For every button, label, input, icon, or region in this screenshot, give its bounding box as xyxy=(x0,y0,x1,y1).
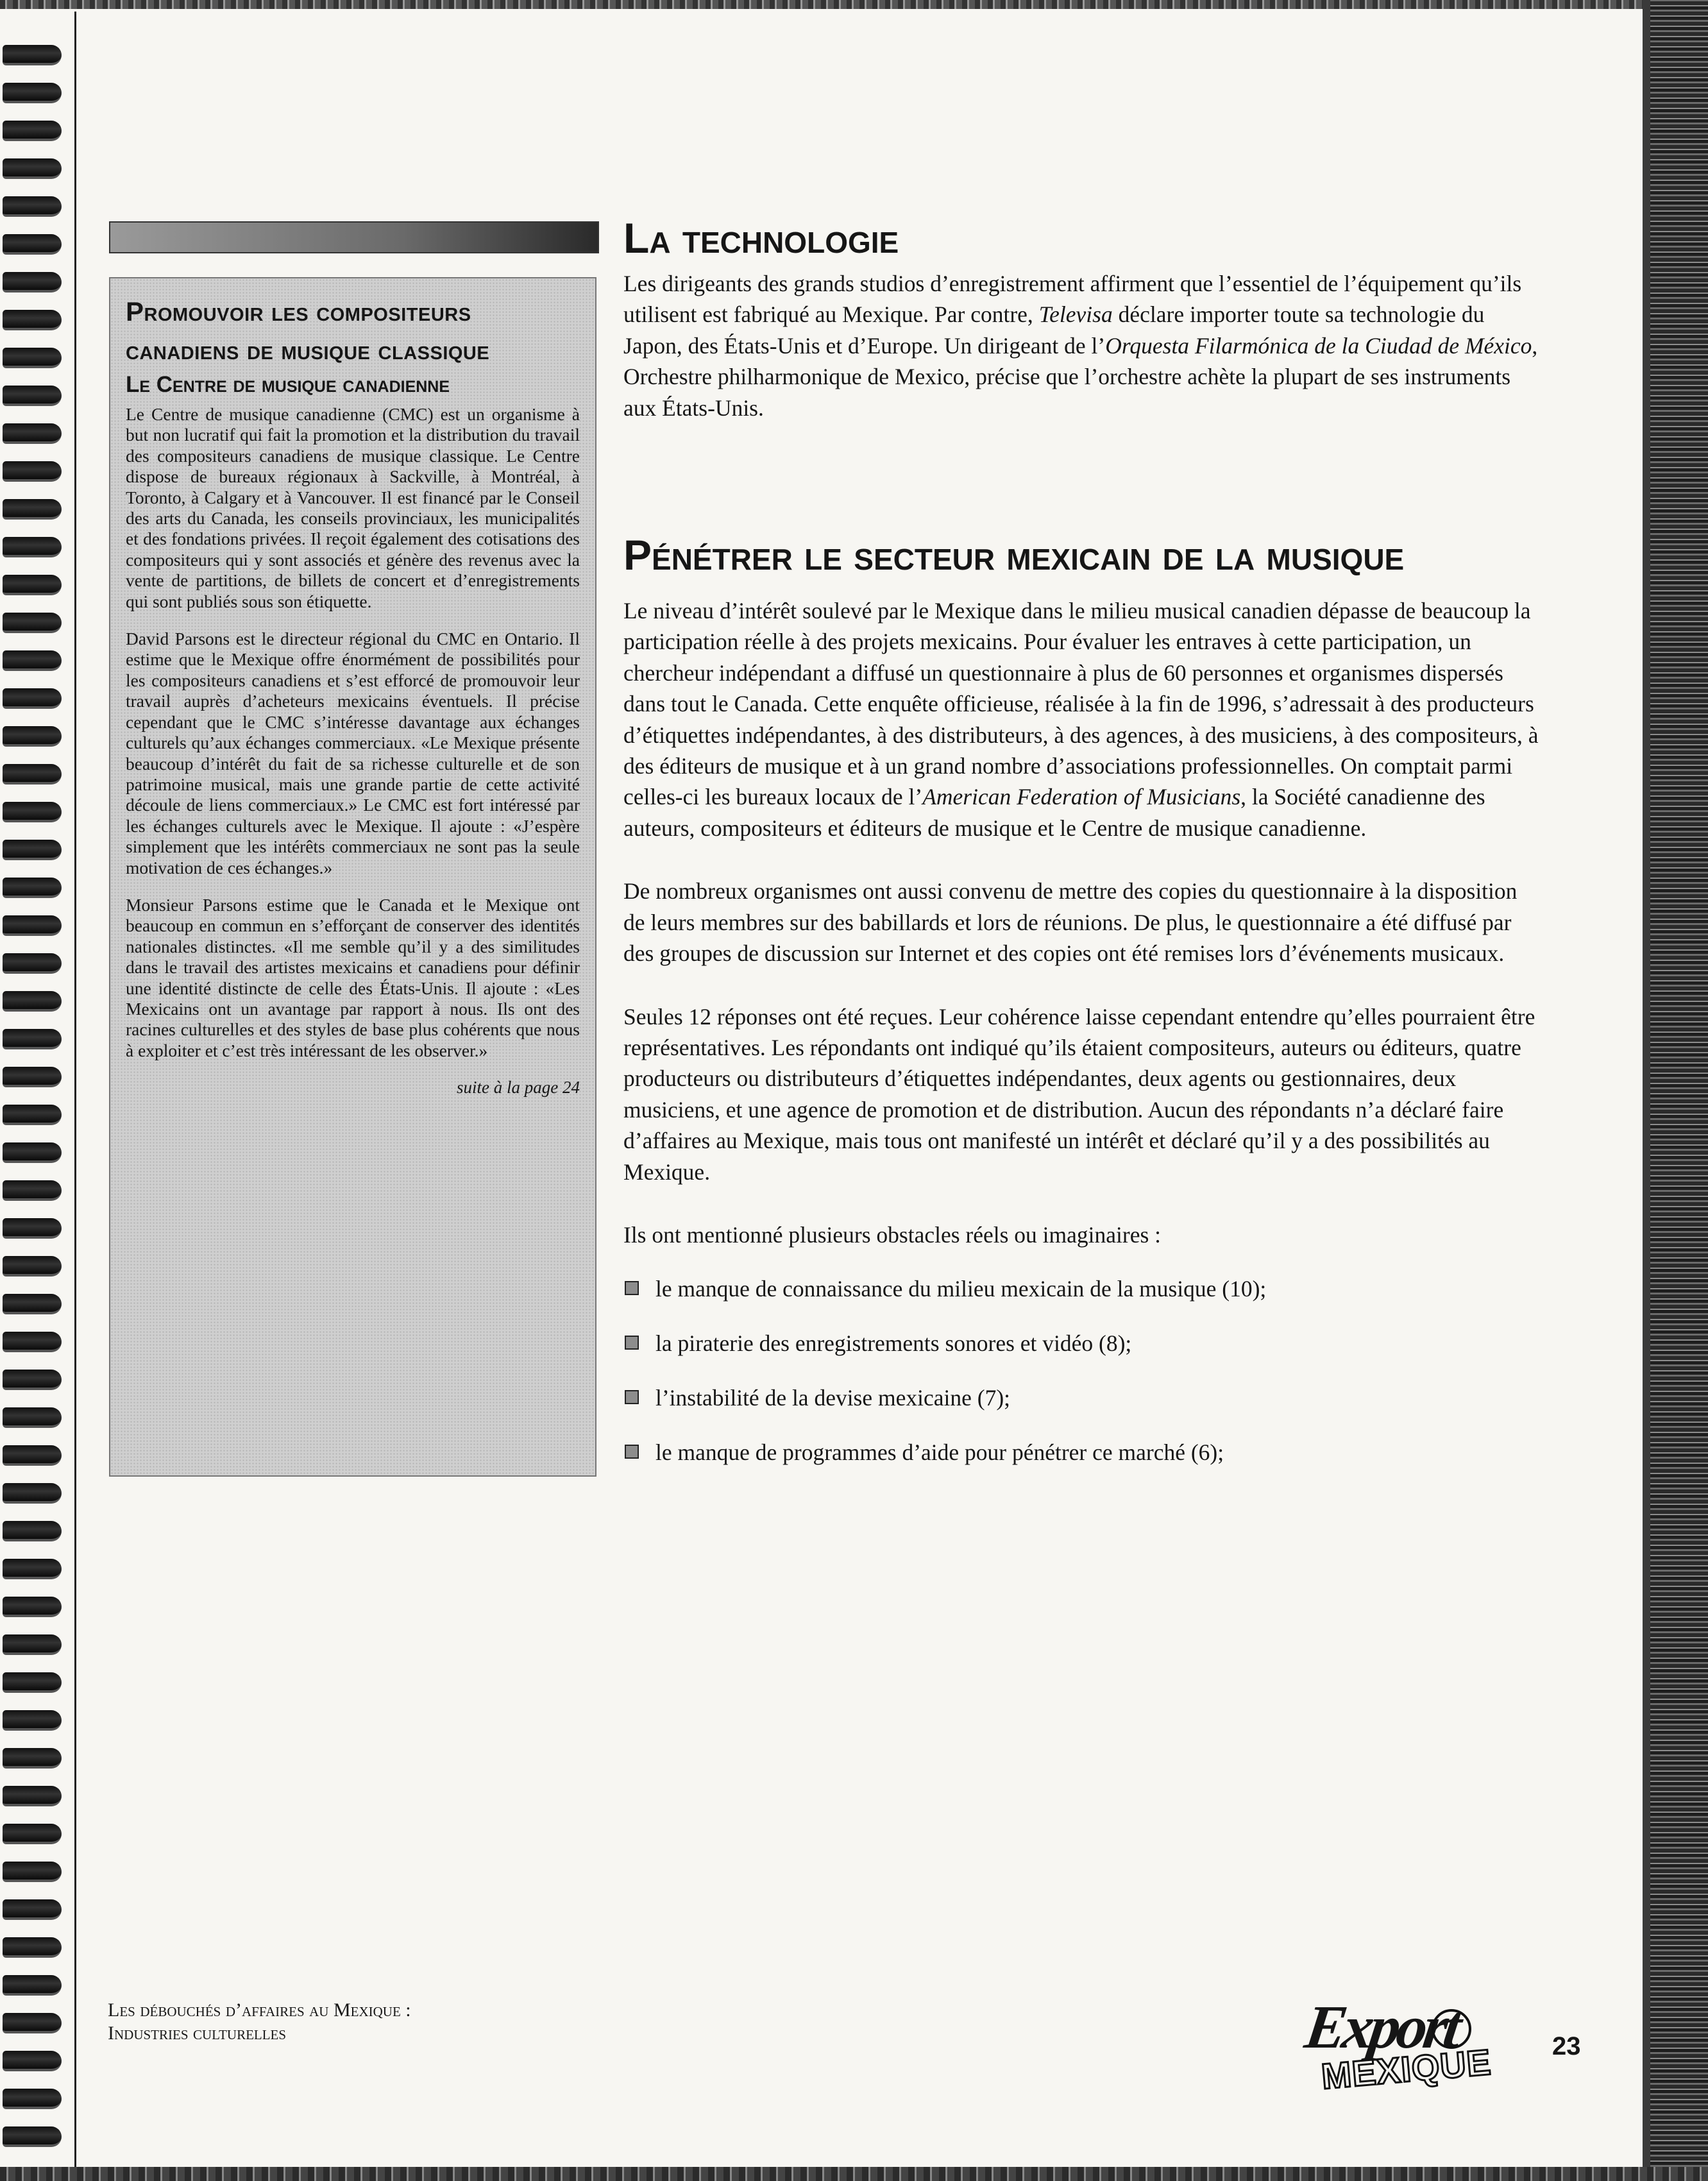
binding-ring xyxy=(3,45,62,65)
binding-ring xyxy=(3,726,62,747)
binding-ring xyxy=(3,234,62,255)
binding-ring xyxy=(3,1332,62,1352)
binding-ring xyxy=(3,1180,62,1201)
text-run-italic: Orquesta Filarmónica de la Ciudad de México xyxy=(1105,332,1532,359)
square-bullet-icon xyxy=(625,1445,639,1459)
binding-ring xyxy=(3,1370,62,1390)
binding-ring xyxy=(3,1407,62,1428)
binding-ring xyxy=(3,2089,62,2109)
binding-ring xyxy=(3,1521,62,1541)
binding-ring xyxy=(3,1975,62,1996)
sidebar-header-bar xyxy=(109,221,599,253)
binding-ring xyxy=(3,348,62,368)
binding-ring xyxy=(3,953,62,974)
scan-border-right xyxy=(1650,0,1708,2181)
binding-ring xyxy=(3,310,62,330)
binding-ring xyxy=(3,575,62,595)
paragraph-technology xyxy=(623,268,1541,423)
binding-ring xyxy=(3,1786,62,1806)
binding-ring xyxy=(3,1105,62,1125)
footer-publication-title xyxy=(108,1999,411,2045)
text-run: , Orchestre philharmonique de Mexico, précise que l’orchestre achète la plupart de ses instruments aux États-Unis. xyxy=(623,332,1538,421)
binding-ring xyxy=(3,1218,62,1239)
binding-ring xyxy=(3,1256,62,1277)
binding-ring xyxy=(3,158,62,179)
list-item xyxy=(623,1437,1541,1468)
binding-ring xyxy=(3,1559,62,1579)
list-item xyxy=(623,1273,1541,1304)
binding-ring xyxy=(3,1634,62,1655)
heading-market: Pénétrer le secteur mexicain de la musique xyxy=(623,531,1405,579)
page-binding-edge xyxy=(74,12,76,2167)
scan-border-top xyxy=(0,0,1708,9)
list-item-text: le manque de connaissance du milieu mexicain de la musique (10); xyxy=(655,1276,1267,1302)
binding-ring xyxy=(3,1899,62,1920)
binding-ring xyxy=(3,2126,62,2147)
binding-ring xyxy=(3,1672,62,1693)
binding-ring xyxy=(3,83,62,103)
text-run: Les dirigeants des grands studios d’enregistrement affirment que l’essentiel de l’équipement qu’ils utilisent est fabriqué au Mexique. Par contre, xyxy=(623,271,1522,328)
sidebar-paragraph: Le Centre de musique canadienne (CMC) est un organisme à but non lucratif qui fait la promotion et la distribution du travail des compositeurs canadiens de musique classique. Le Centre dispose de bureaux régionaux à Sackville, à Montréal, à Toronto, à Calgary et à Vancouver. Il est financé par le Conseil des arts du Canada, les conseils provinciaux, les municipalités et des fondations privées. Il reçoit également des cotisations des compositeurs qui y sont associés et génère des revenus avec la vente de partitions, de billets de concert et d’enregistrements qui sont publiés sous son étiquette. xyxy=(126,404,580,611)
binding-ring xyxy=(3,1294,62,1314)
paragraph-copies: De nombreux organismes ont aussi convenu de mettre des copies du questionnaire à la disposition de leurs membres sur des babillards et lors de réunions. De plus, le questionnaire a été diffusé par des groupes de discussion sur Internet et des copies ont été remises lors d’événements musicaux. xyxy=(623,878,1518,967)
obstacles-list xyxy=(623,1273,1541,1468)
binding-ring xyxy=(3,915,62,936)
binding-ring xyxy=(3,1597,62,1617)
sidebar-subtitle: Le Centre de musique canadienne xyxy=(126,372,450,397)
footer-line-1: Les débouchés d’affaires au Mexique : xyxy=(108,1999,411,2021)
binding-ring xyxy=(3,1067,62,1087)
logo-script-text: Export xyxy=(1301,1992,1462,2061)
binding-ring xyxy=(3,1445,62,1466)
text-run: Le niveau d’intérêt soulevé par le Mexique dans le milieu musical canadien dépasse de beaucoup la participation réelle à des projets mexicains. Pour évaluer les entraves à cette participation, un chercheur indépendant a diffusé un questionnaire à plus de 60 personnes et organismes dispersés dans tout le Canada. Cette enquête officieuse, réalisée à la fin de 1996, s’adressait à des producteurs d’étiquettes indépendantes, à des distributeurs, à des agences, à des musiciens, à des compositeurs, à des éditeurs de musique et à un grand nombre d’associations professionnelles. On comptait parmi celles-ci les bureaux locaux de l’ xyxy=(623,598,1539,810)
text-run: , la Société canadienne des auteurs, compositeurs et éditeurs de musique et le Centre de musique canadienne. xyxy=(623,784,1485,841)
logo-block-text: MEXIQUE xyxy=(1319,2041,1493,2097)
binding-ring xyxy=(3,1483,62,1504)
list-item xyxy=(623,1328,1541,1359)
binding-ring xyxy=(3,764,62,785)
binding-ring xyxy=(3,1710,62,1731)
list-item xyxy=(623,1382,1541,1413)
binding-ring xyxy=(3,499,62,520)
binding-ring xyxy=(3,537,62,557)
binding-ring xyxy=(3,461,62,482)
binding-ring xyxy=(3,688,62,709)
binding-ring xyxy=(3,386,62,406)
binding-ring xyxy=(3,802,62,822)
export-mexique-logo xyxy=(1283,1992,1507,2104)
scan-border-bottom xyxy=(0,2167,1708,2181)
binding-ring xyxy=(3,878,62,898)
obstacles-intro: Ils ont mentionné plusieurs obstacles réels ou imaginaires : xyxy=(623,1221,1162,1248)
square-bullet-icon xyxy=(625,1336,639,1350)
binding-ring xyxy=(3,2013,62,2033)
binding-ring xyxy=(3,840,62,860)
binding-ring xyxy=(3,991,62,1012)
text-run: déclare importer toute sa technologie du Japon, des États-Unis et d’Europe. Un dirigeant de l’ xyxy=(623,301,1485,359)
logo-info-circle-icon xyxy=(1432,2009,1471,2049)
square-bullet-icon xyxy=(625,1281,639,1295)
sidebar-paragraph: Monsieur Parsons estime que le Canada et le Mexique ont beaucoup en commun en s’efforçant de conserver des identités nationales distinctes. «Il me semble qu’il y a des similitudes dans le travail des artistes mexicains et canadiens pour définir une identité distincte de celle des États-Unis. Il ajoute : «Les Mexicains ont un avantage par rapport à nous. Ils ont des racines culturelles et des styles de base plus cohérents que nous à exploiter et c’est très intéressant de les observer.» xyxy=(126,894,580,1060)
paragraph-survey xyxy=(623,595,1541,844)
binding-ring xyxy=(3,1937,62,1958)
text-run-italic: American Federation of Musicians xyxy=(922,784,1241,810)
sidebar-box xyxy=(109,277,596,1477)
binding-ring xyxy=(3,613,62,633)
page-number: 23 xyxy=(1552,2032,1581,2060)
main-column xyxy=(623,212,1541,1491)
heading-technology: La technologie xyxy=(623,214,899,262)
binding-ring xyxy=(3,423,62,444)
list-item-text: le manque de programmes d’aide pour pénétrer ce marché (6); xyxy=(655,1439,1224,1466)
binding-ring xyxy=(3,1748,62,1769)
sidebar-paragraph: David Parsons est le directeur régional du CMC en Ontario. Il estime que le Mexique offre énormément de possibilités pour les compositeurs canadiens et s’est efforcé de promouvoir leur travail auprès d’acheteurs mexicains éventuels. Il précise cependant que le CMC s’intéresse davantage aux échanges culturels qu’aux échanges commerciaux. «Le Mexique présente beaucoup d’intérêt du fait de sa richesse culturelle et de son patrimoine musical, mais une grande partie de cette activité découle de liens commerciaux.» Le CMC est fort intéressé par les échanges culturels avec le Mexique. Il ajoute : «J’espère simplement que les intérêts commerciaux ne sont pas la seule motivation de ces échanges.» xyxy=(126,629,580,878)
binding-ring xyxy=(3,650,62,671)
binding-ring xyxy=(3,121,62,141)
square-bullet-icon xyxy=(625,1390,639,1404)
footer-line-2: Industries culturelles xyxy=(108,2023,287,2044)
binding-ring xyxy=(3,1862,62,1882)
sidebar-continued-note: suite à la page 24 xyxy=(457,1078,580,1098)
list-item-text: la piraterie des enregistrements sonores et vidéo (8); xyxy=(655,1330,1132,1357)
list-item-text: l’instabilité de la devise mexicaine (7); xyxy=(655,1385,1011,1411)
sidebar-title: Promouvoir les compositeurs canadiens de musique classique xyxy=(126,296,490,365)
binding-ring xyxy=(3,196,62,217)
paragraph-responses: Seules 12 réponses ont été reçues. Leur cohérence laisse cependant entendre qu’elles pourraient être représentatives. Les répondants ont indiqué qu’ils étaient compositeurs, auteurs ou éditeurs, quatre producteurs ou distributeurs d’étiquettes indépendantes, deux agents ou gestionnaires, deux musiciens, et une agence de promotion et de distribution. Aucun des répondants n’a déclaré faire d’affaires au Mexique, mais tous ont manifesté un intérêt et déclaré qu’il y a des possibilités au Mexique. xyxy=(623,1003,1535,1185)
text-run-italic: Televisa xyxy=(1038,301,1113,328)
binding-ring xyxy=(3,2051,62,2071)
binding-ring xyxy=(3,272,62,293)
binding-ring xyxy=(3,1142,62,1163)
binding-ring xyxy=(3,1029,62,1049)
binding-ring xyxy=(3,1824,62,1844)
spiral-binding xyxy=(0,13,71,2168)
